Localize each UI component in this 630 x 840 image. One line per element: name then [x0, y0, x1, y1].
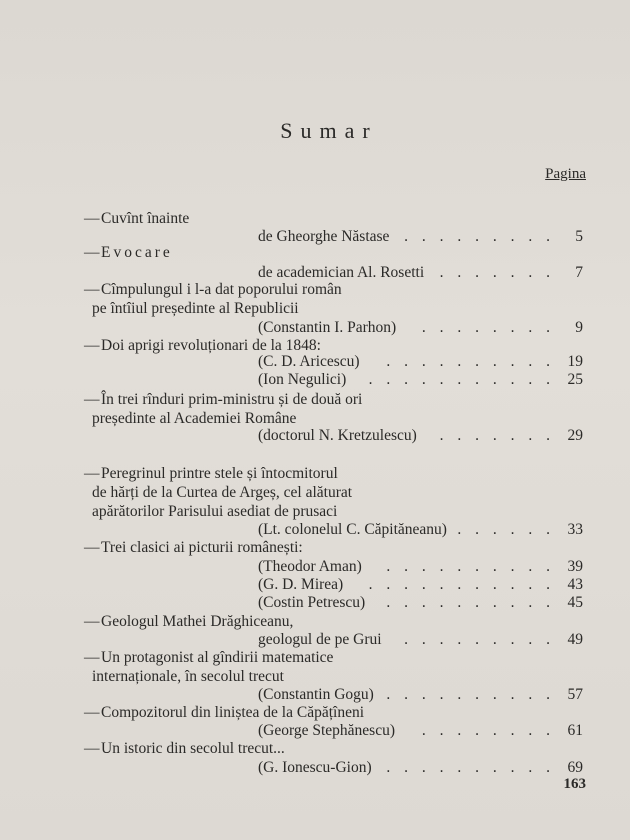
entry-page-number: 19	[567, 353, 583, 370]
entry-author: (Constantin I. Parhon)	[258, 319, 397, 336]
leader-dots: . . . . . .	[457, 521, 555, 538]
entry-title-line: pe întîiul președinte al Republicii	[92, 300, 299, 317]
entry-title-line: Evocare	[101, 244, 173, 261]
entry-title-line: Un istoric din secolul trecut...	[101, 740, 285, 757]
entry-title-line: de hărți de la Curtea de Argeș, cel alăturat	[92, 484, 353, 501]
entry-author: (Ion Negulici)	[258, 371, 347, 388]
entry-page-number: 43	[567, 576, 583, 593]
entry-page-number: 25	[567, 371, 583, 388]
entry-title-line: Geologul Mathei Drăghiceanu,	[101, 613, 294, 630]
entry-dash: —	[84, 613, 100, 630]
leader-dots: . . . . . . . . . .	[386, 558, 555, 575]
leader-dots: . . . . . . . . . .	[386, 759, 555, 776]
entry-author: geologul de pe Grui	[258, 631, 382, 648]
entry-page-number: 69	[567, 759, 583, 776]
entry-title-line: Trei clasici ai picturii românești:	[101, 539, 303, 556]
page-number: 163	[563, 776, 586, 792]
entry-page-number: 29	[567, 427, 583, 444]
entry-dash: —	[84, 391, 100, 408]
entry-page-number: 61	[567, 722, 583, 739]
leader-dots: . . . . . . . . . . .	[368, 576, 555, 593]
page-title: Sumar	[280, 118, 378, 143]
entry-author: (Costin Petrescu)	[258, 594, 366, 611]
entry-author: (C. D. Aricescu)	[258, 353, 360, 370]
entry-dash: —	[84, 465, 100, 482]
entry-page-number: 45	[567, 594, 583, 611]
leader-dots: . . . . . . . . . .	[386, 594, 555, 611]
page-column-header: Pagina	[545, 166, 586, 182]
entry-page-number: 49	[567, 631, 583, 648]
entry-author: (Theodor Aman)	[258, 558, 362, 575]
entry-dash: —	[84, 740, 100, 757]
leader-dots: . . . . . . . . .	[404, 631, 555, 648]
entry-dash: —	[84, 281, 100, 298]
leader-dots: . . . . . . .	[439, 427, 555, 444]
entry-title-line: Cîmpulungul i l-a dat poporului român	[101, 281, 342, 298]
entry-author: (G. D. Mirea)	[258, 576, 344, 593]
leader-dots: . . . . . . . . . . .	[368, 371, 555, 388]
entry-dash: —	[84, 210, 100, 227]
entry-author: (Lt. colonelul C. Căpităneanu)	[258, 521, 447, 538]
entry-title-line: Cuvînt înainte	[101, 210, 190, 227]
entry-title-line: Peregrinul printre stele și întocmitorul	[101, 465, 338, 482]
leader-dots: . . . . . . . .	[421, 722, 555, 739]
entry-title-line: internaționale, în secolul trecut	[92, 668, 284, 685]
entry-title-line: Doi aprigi revoluționari de la 1848:	[101, 337, 321, 354]
entry-page-number: 33	[567, 521, 583, 538]
entry-author: de academician Al. Rosetti	[258, 264, 425, 281]
entry-dash: —	[84, 337, 100, 354]
entry-page-number: 39	[567, 558, 583, 575]
entry-page-number: 5	[575, 228, 583, 245]
entry-author: de Gheorghe Năstase	[258, 228, 390, 245]
entry-dash: —	[84, 244, 100, 261]
leader-dots: . . . . . . . .	[421, 319, 555, 336]
leader-dots: . . . . . . . . . .	[386, 686, 555, 703]
leader-dots: . . . . . . . . .	[404, 228, 555, 245]
entry-title-line: Compozitorul din liniștea de la Căpățîneni	[101, 704, 365, 721]
entry-author: (Constantin Gogu)	[258, 686, 374, 703]
entry-dash: —	[84, 704, 100, 721]
entry-dash: —	[84, 539, 100, 556]
entry-title-line: În trei rînduri prim-ministru și de două ori	[101, 391, 363, 408]
entry-author: (doctorul N. Kretzulescu)	[258, 427, 417, 444]
entry-title-line: Un protagonist al gîndirii matematice	[101, 649, 334, 666]
entry-page-number: 7	[575, 264, 583, 281]
entry-author: (G. Ionescu-Gion)	[258, 759, 372, 776]
entry-title-line: președinte al Academiei Române	[92, 410, 297, 427]
entry-page-number: 57	[567, 686, 583, 703]
leader-dots: . . . . . . .	[439, 264, 555, 281]
entry-dash: —	[84, 649, 100, 666]
entry-page-number: 9	[575, 319, 583, 336]
entry-title-line: apărătorilor Parisului asediat de prusaci	[92, 503, 338, 520]
leader-dots: . . . . . . . . . .	[386, 353, 555, 370]
entry-author: (George Stephănescu)	[258, 722, 396, 739]
